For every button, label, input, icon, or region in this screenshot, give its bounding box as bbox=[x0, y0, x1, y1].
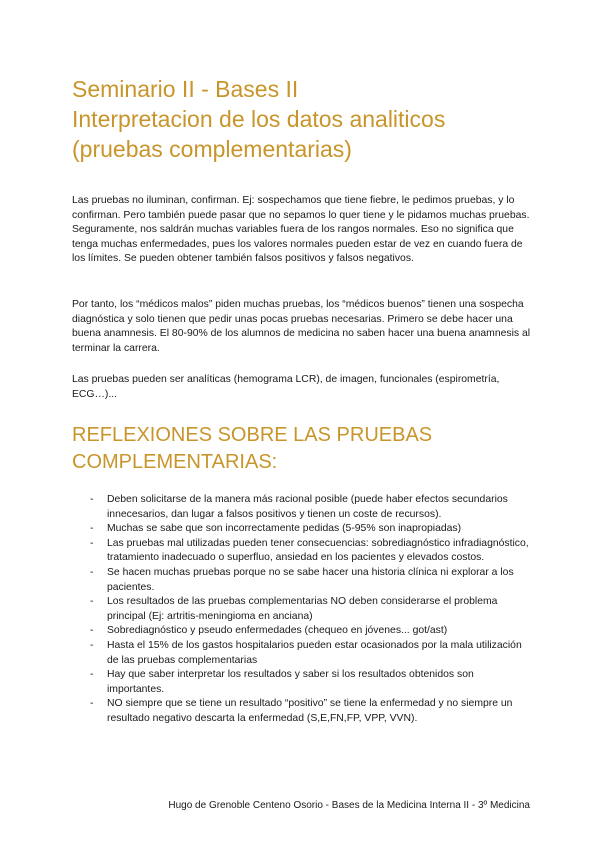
list-item bbox=[90, 537, 530, 566]
bullet-dash: - bbox=[90, 625, 94, 637]
reflections-list bbox=[90, 493, 530, 727]
bullet-dash: - bbox=[90, 639, 94, 651]
bullet-dash: - bbox=[90, 537, 94, 549]
paragraph-intro: Las pruebas no iluminan, confirman. Ej: sospechamos que tiene fiebre, le pedimos pruebas, y lo confirman. Pero también puede pasar que no sepamos lo quer tiene y le pidamos muchas pruebas. Seguramente, nos saldrán muchas variables fuera de los rangos normales. Eso no significa que tenga muchas enfermedades, pues los valores normales pueden estar de vez en cuando fuera de los límites. Se pueden obtener también falsos positivos y falsos negativos. bbox=[72, 195, 530, 265]
list-item-text: Hay que saber interpretar los resultados y saber si los resultados obtenidos son importantes. bbox=[107, 669, 474, 695]
title-line-2: Interpretacion de los datos analiticos bbox=[72, 106, 446, 132]
page-title bbox=[72, 74, 542, 164]
list-item bbox=[90, 668, 530, 697]
bullet-dash: - bbox=[90, 494, 94, 505]
list-item bbox=[90, 624, 530, 639]
bullet-dash: - bbox=[90, 566, 94, 578]
bullet-dash: - bbox=[90, 523, 94, 535]
list-item-text: Las pruebas mal utilizadas pueden tener consecuencias: sobrediagnóstico infradiagnóstico, tratamiento inadecuado o superfluo, ansiedad en los pacientes y elevados costos. bbox=[107, 537, 529, 564]
list-item bbox=[90, 566, 530, 595]
list-item-text: NO siempre que se tiene un resultado “positivo” se tiene la enfermedad y no siempre un resultado negativo descarta la enfermedad (S,E,FN,FP, VPP, VVN). bbox=[107, 698, 513, 724]
bullet-dash: - bbox=[90, 698, 94, 710]
title-line-3: (pruebas complementarias) bbox=[72, 136, 352, 162]
list-item-text: Se hacen muchas pruebas porque no se sabe hacer una historia clínica ni explorar a los pacientes. bbox=[107, 566, 514, 593]
list-item-text: Sobrediagnóstico y pseudo enfermedades (chequeo en jóvenes... got/ast) bbox=[107, 625, 448, 637]
title-line-1: Seminario II - Bases II bbox=[72, 76, 299, 102]
bullet-dash: - bbox=[90, 669, 94, 681]
list-item bbox=[90, 493, 530, 522]
list-item-text: Los resultados de las pruebas complementarias NO deben considerarse el problema principal (Ej: artritis-meningioma en anciana) bbox=[107, 596, 498, 622]
paragraph-doctors: Por tanto, los “médicos malos” piden muchas pruebas, los “médicos buenos” tienen una sospecha diagnóstica y solo tienen que pedir unas pocas pruebas necesarias. Primero se debe hacer una buena anamnesis. El 80-90% de los alumnos de medicina no saben hacer una buena anamnesis al terminar la carrera. bbox=[72, 299, 531, 354]
list-item-text: Muchas se sabe que son incorrectamente pedidas (5-95% son inapropiadas) bbox=[107, 523, 462, 535]
list-item-text: Hasta el 15% de los gastos hospitalarios pueden estar ocasionados por la mala utilización de las pruebas complementarias bbox=[107, 639, 522, 666]
bullet-dash: - bbox=[90, 596, 94, 608]
section-heading: REFLEXIONES SOBRE LAS PRUEBAS COMPLEMENTARIAS: bbox=[72, 424, 433, 473]
list-item bbox=[90, 697, 530, 726]
list-item bbox=[90, 522, 530, 537]
list-item bbox=[90, 639, 530, 668]
list-item-text: Deben solicitarse de la manera más racional posible (puede haber efectos secundarios innecesarios, dan lugar a falsos positivos y tienen un coste de recursos). bbox=[107, 494, 508, 520]
paragraph-test-types: Las pruebas pueden ser analíticas (hemograma LCR), de imagen, funcionales (espirometría, ECG…)... bbox=[72, 374, 500, 400]
page-footer: Hugo de Grenoble Centeno Osorio - Bases de la Medicina Interna II - 3º Medicina bbox=[168, 800, 530, 811]
list-item bbox=[90, 595, 530, 624]
